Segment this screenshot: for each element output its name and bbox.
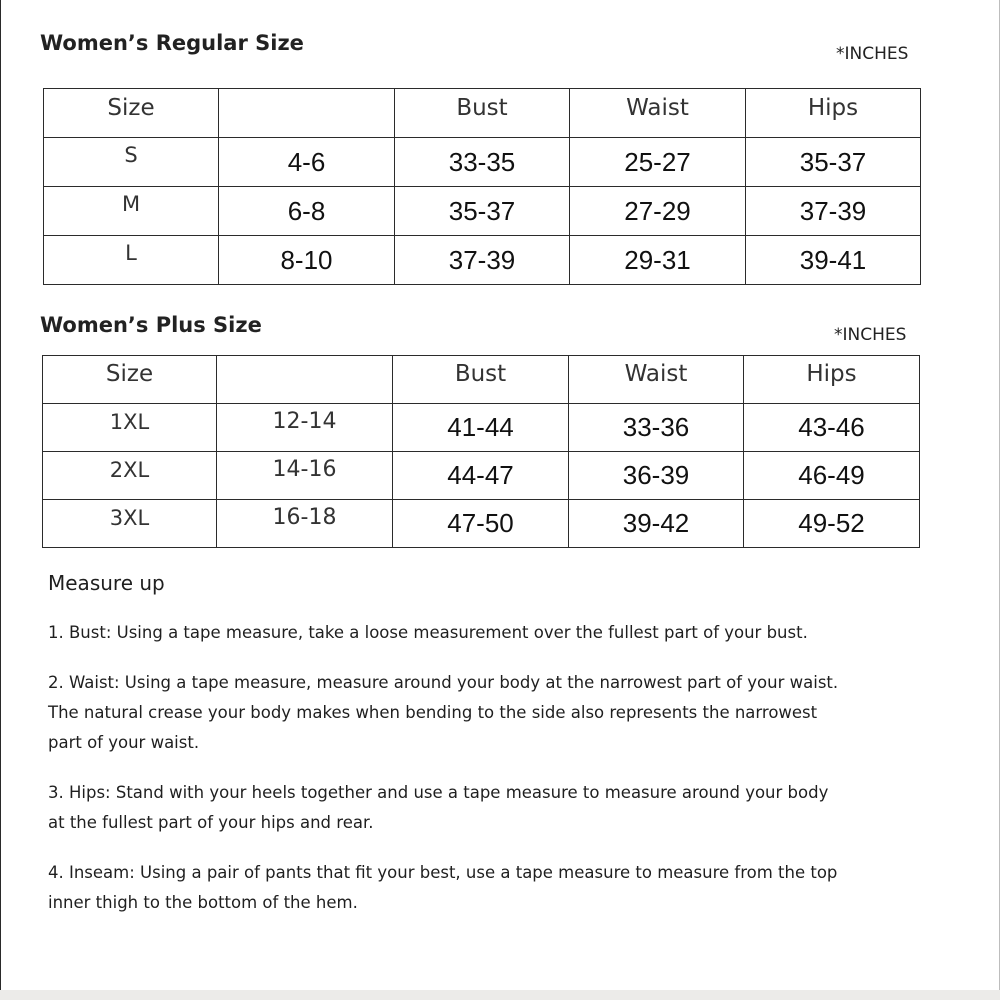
measure-title: Measure up: [48, 571, 165, 595]
header-us-size: [217, 356, 393, 404]
us-size-cell: 6-8: [219, 187, 395, 236]
instruction-line: part of your waist.: [48, 733, 200, 752]
us-size-cell: 4-6: [219, 138, 395, 187]
table-row: [44, 138, 921, 187]
bust-cell: 33-35: [395, 138, 570, 187]
header-hips: Hips: [744, 356, 920, 404]
instruction-line: 4. Inseam: Using a pair of pants that fit your best, use a tape measure to measure from the top: [48, 863, 838, 882]
waist-cell: 27-29: [570, 187, 746, 236]
us-size-cell: 14-16: [217, 452, 393, 500]
regular-unit-note: *INCHES: [836, 44, 909, 64]
waist-cell: 25-27: [570, 138, 746, 187]
size-cell: M: [44, 187, 219, 236]
waist-cell: 29-31: [570, 236, 746, 285]
waist-cell: 39-42: [569, 500, 744, 548]
header-size: Size: [44, 89, 219, 138]
hips-cell: 46-49: [744, 452, 920, 500]
table-row: [44, 236, 921, 285]
hips-cell: 49-52: [744, 500, 920, 548]
instruction-line: at the fullest part of your hips and rear.: [48, 813, 374, 832]
table-row: [44, 187, 921, 236]
hips-cell: 39-41: [746, 236, 921, 285]
waist-cell: 33-36: [569, 404, 744, 452]
table-header-row: [44, 89, 921, 138]
header-bust: Bust: [393, 356, 569, 404]
measure-item-hips: [48, 778, 948, 838]
measure-item-waist: [48, 668, 948, 758]
bust-cell: 37-39: [395, 236, 570, 285]
header-waist: Waist: [569, 356, 744, 404]
plus-size-title: Women’s Plus Size: [40, 313, 262, 337]
bust-cell: 44-47: [393, 452, 569, 500]
measure-item-bust: [48, 618, 948, 648]
bust-cell: 47-50: [393, 500, 569, 548]
bust-cell: 35-37: [395, 187, 570, 236]
instruction-line: inner thigh to the bottom of the hem.: [48, 893, 358, 912]
hips-cell: 35-37: [746, 138, 921, 187]
header-hips: Hips: [746, 89, 921, 138]
measure-item-inseam: [48, 858, 948, 918]
regular-size-title: Women’s Regular Size: [40, 31, 304, 55]
instruction-line: The natural crease your body makes when bending to the side also represents the narrowest: [48, 703, 818, 722]
page-left-border: [0, 0, 1, 1000]
header-us-size: [219, 89, 395, 138]
header-bust: Bust: [395, 89, 570, 138]
regular-size-table: [43, 88, 921, 285]
instruction-line: 3. Hips: Stand with your heels together and use a tape measure to measure around your body: [48, 783, 829, 802]
size-cell: L: [44, 236, 219, 285]
table-row: [43, 404, 920, 452]
table-row: [43, 452, 920, 500]
us-size-cell: 12-14: [217, 404, 393, 452]
header-waist: Waist: [570, 89, 746, 138]
size-cell: 2XL: [43, 452, 217, 500]
us-size-cell: 16-18: [217, 500, 393, 548]
instruction-line: 2. Waist: Using a tape measure, measure around your body at the narrowest part of your waist.: [48, 673, 839, 692]
table-row: [43, 500, 920, 548]
instruction-line: 1. Bust: Using a tape measure, take a loose measurement over the fullest part of your bust.: [48, 623, 808, 642]
us-size-cell: 8-10: [219, 236, 395, 285]
bottom-strip: [0, 990, 1000, 1000]
bust-cell: 41-44: [393, 404, 569, 452]
header-size: Size: [43, 356, 217, 404]
size-cell: 1XL: [43, 404, 217, 452]
hips-cell: 43-46: [744, 404, 920, 452]
measure-instructions: [48, 568, 948, 938]
waist-cell: 36-39: [569, 452, 744, 500]
table-header-row: [43, 356, 920, 404]
plus-size-table: [42, 355, 920, 548]
hips-cell: 37-39: [746, 187, 921, 236]
size-cell: 3XL: [43, 500, 217, 548]
size-cell: S: [44, 138, 219, 187]
plus-unit-note: *INCHES: [834, 325, 907, 345]
